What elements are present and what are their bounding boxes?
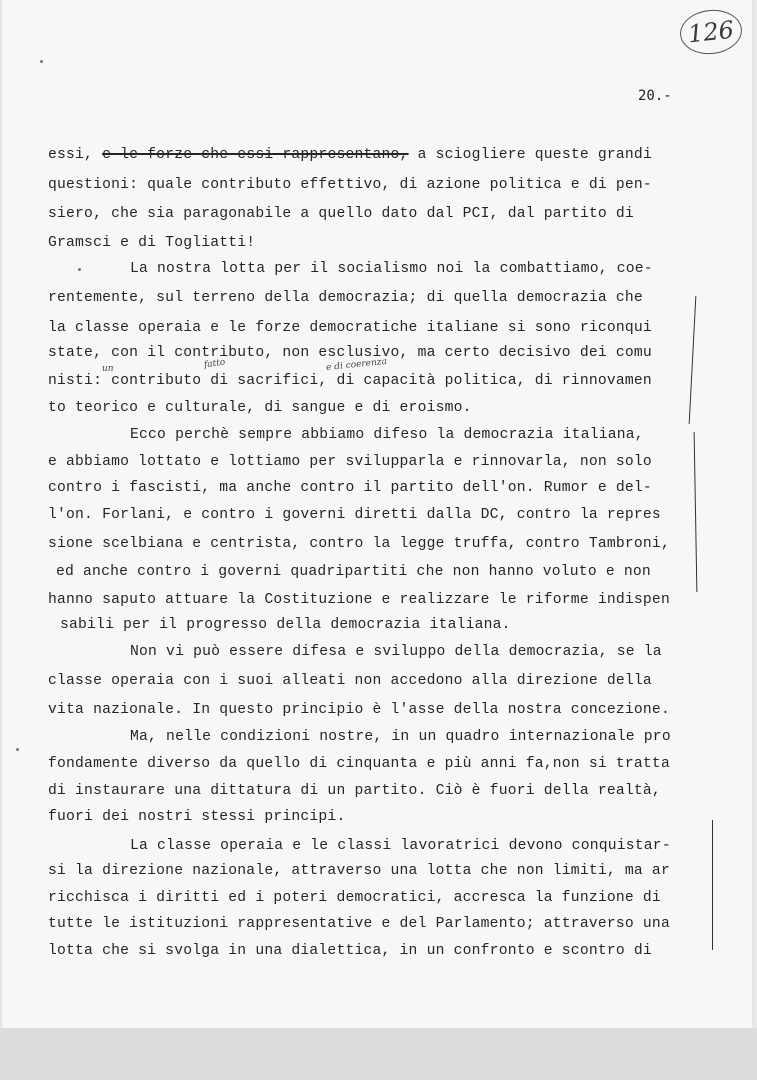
scan-speck	[16, 748, 19, 751]
page-number: 20.-	[638, 88, 672, 104]
text-line: questioni: quale contributo effettivo, di azione politica e di pen-	[48, 177, 652, 193]
text-line: rentemente, sul terreno della democrazia; di quella democrazia che	[48, 290, 643, 306]
handwritten-annotation-fatto: fatto	[203, 357, 226, 371]
text-line: l'on. Forlani, e contro i governi diretti dalla DC, contro la repres	[48, 507, 661, 523]
scan-speck	[78, 268, 81, 271]
page-stamp: 126	[678, 7, 744, 57]
text-line: Ecco perchè sempre abbiamo difeso la democrazia italiana,	[130, 427, 644, 443]
handwritten-annotation-un: un	[102, 364, 114, 374]
text-line: la classe operaia e le forze democratiche italiane si sono riconqui	[48, 320, 652, 336]
text-line: fuori dei nostri stessi principi.	[48, 809, 346, 825]
text-line: e abbiamo lottato e lottiamo per svilupparla e rinnovarla, non solo	[48, 454, 652, 470]
text-line: to teorico e culturale, di sangue e di eroismo.	[48, 400, 472, 416]
text-line: Ma, nelle condizioni nostre, in un quadro internazionale pro	[130, 729, 671, 745]
handwritten-annotation-coerenza: e di coerenza	[325, 356, 388, 374]
text-line: Non vi può essere difesa e sviluppo della democrazia, se la	[130, 644, 662, 660]
text-line: state, con il contributo, non esclusivo, ma certo decisivo dei comu	[48, 345, 652, 361]
text-line: vita nazionale. In questo principio è l'asse della nostra concezione.	[48, 702, 670, 718]
text-line: classe operaia con i suoi alleati non accedono alla direzione della	[48, 673, 652, 689]
margin-bracket	[689, 296, 697, 424]
margin-bracket	[694, 432, 698, 592]
text-line: nisti: contributo di sacrifici, di capacità politica, di rinnovamen	[48, 373, 652, 389]
text-line: siero, che sia paragonabile a quello dato dal PCI, dal partito di	[48, 206, 634, 222]
margin-bracket	[712, 820, 713, 950]
scan-background	[0, 1028, 757, 1080]
document-page	[2, 0, 752, 1028]
text-line: hanno saputo attuare la Costituzione e realizzare le riforme indispen	[48, 592, 670, 608]
struck-text: e le forze che essi rappresentano,	[102, 147, 409, 163]
text-line: lotta che si svolga in una dialettica, in un confronto e scontro di	[48, 943, 652, 959]
text-line: si la direzione nazionale, attraverso una lotta che non limiti, ma ar	[48, 863, 670, 879]
text-line: tutte le istituzioni rappresentative e del Parlamento; attraverso una	[48, 916, 670, 932]
text-line: La nostra lotta per il socialismo noi la combattiamo, coe-	[130, 261, 653, 277]
text-line: Gramsci e di Togliatti!	[48, 235, 256, 251]
scan-speck	[40, 60, 43, 63]
text-line: ricchisca i diritti ed i poteri democratici, accresca la funzione di	[48, 890, 661, 906]
text-line: ed anche contro i governi quadripartiti che non hanno voluto e non	[56, 564, 651, 580]
text-line: fondamente diverso da quello di cinquanta e più anni fa,non si tratta	[48, 756, 670, 772]
text-line: essi, e le forze che essi rappresentano, a sciogliere queste grandi	[48, 147, 652, 163]
text-line: sabili per il progresso della democrazia italiana.	[60, 617, 511, 633]
text-line: contro i fascisti, ma anche contro il partito dell'on. Rumor e del-	[48, 480, 652, 496]
text-line: sione scelbiana e centrista, contro la legge truffa, contro Tambroni,	[48, 536, 670, 552]
text-line: La classe operaia e le classi lavoratrici devono conquistar-	[130, 838, 671, 854]
text-line: di instaurare una dittatura di un partito. Ciò è fuori della realtà,	[48, 783, 661, 799]
